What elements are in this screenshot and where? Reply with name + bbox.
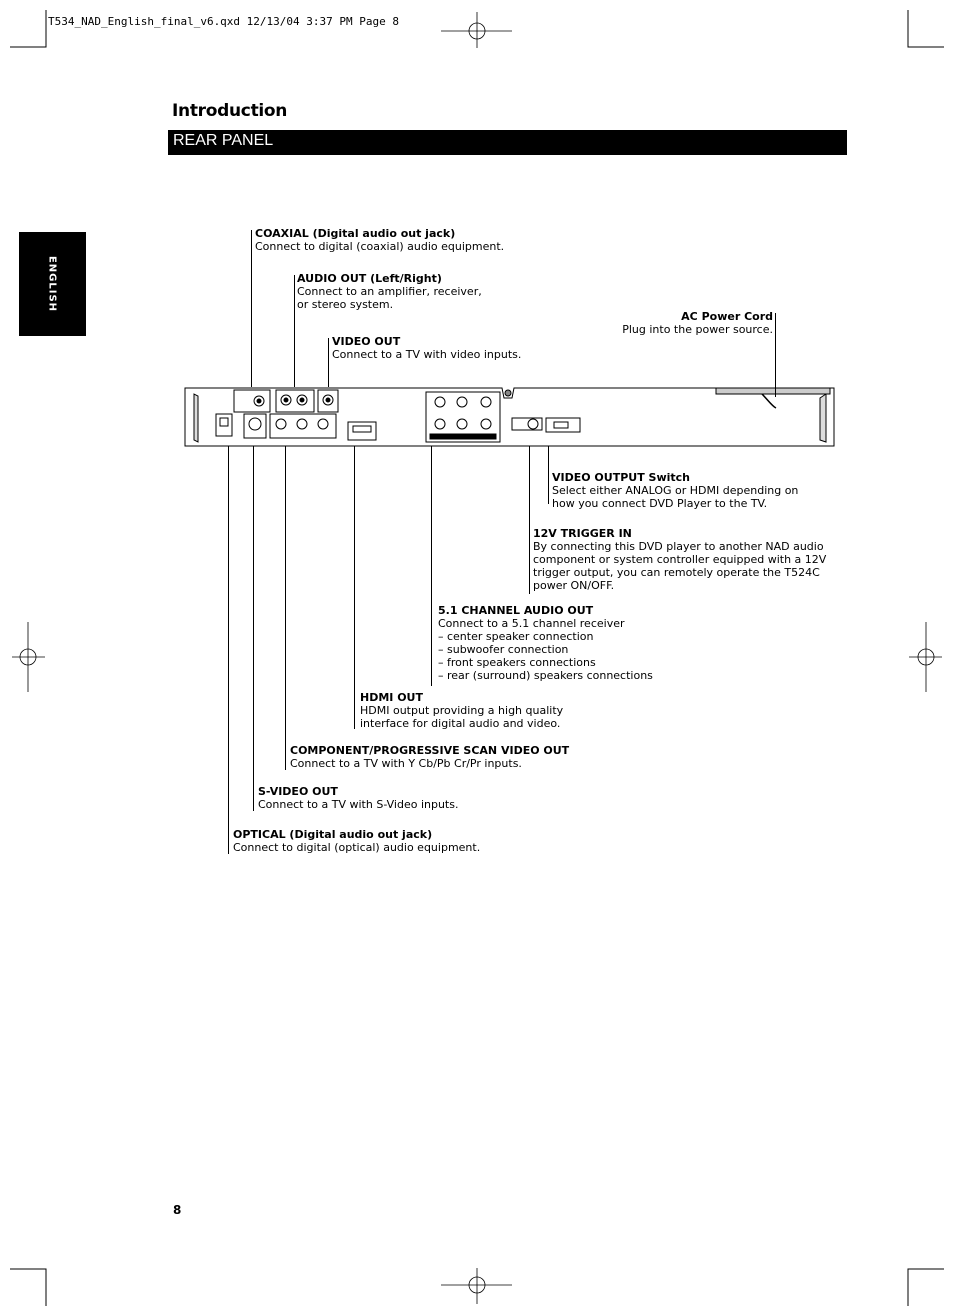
component-leader-line [285,446,286,770]
callout-ac-power [622,310,773,336]
section-title: Introduction [172,101,288,121]
callout-channel51 [438,604,653,682]
callout-trigger-text-3: trigger output, you can remotely operate the T524C [533,566,820,579]
language-tab [19,232,86,336]
coaxial-leader-line [251,230,252,387]
callout-audio-out-text-1: Connect to an amplifier, receiver, [297,285,482,298]
callout-trigger-text-2: component or system controller equipped with a 12V [533,553,827,566]
registration-mark-right [909,622,942,692]
callout-ac-power-text: Plug into the power source. [622,323,773,336]
callout-optical-text: Connect to digital (optical) audio equipment. [233,841,481,854]
language-tab-label: ENGLISH [46,255,58,313]
callout-video-out [332,335,521,361]
callout-component-title: COMPONENT/PROGRESSIVE SCAN VIDEO OUT [290,744,570,757]
registration-mark-left [12,622,45,692]
callout-video-out-text: Connect to a TV with video inputs. [332,348,522,361]
callout-channel51-text-5: – rear (surround) speakers connections [438,669,653,682]
callout-channel51-text-4: – front speakers connections [438,656,596,669]
callout-coaxial-title: COAXIAL (Digital audio out jack) [255,227,456,240]
registration-mark-top [441,12,512,48]
audio-out-leader-line [294,275,295,387]
callout-svideo-text: Connect to a TV with S-Video inputs. [258,798,459,811]
callout-video-switch-text-2: how you connect DVD Player to the TV. [552,497,768,510]
callout-svideo-title: S-VIDEO OUT [258,785,338,798]
callout-video-switch [552,471,798,510]
callout-channel51-title: 5.1 CHANNEL AUDIO OUT [438,604,594,617]
rear-panel-title: REAR PANEL [173,132,274,149]
callout-svideo [258,785,458,811]
callout-audio-out-text-2: or stereo system. [297,298,394,311]
callout-video-out-title: VIDEO OUT [332,335,401,348]
callout-channel51-text-2: – center speaker connection [438,630,594,643]
page-number: 8 [173,1203,182,1217]
rear-panel-illustration [182,384,838,450]
optical-leader-line [228,446,229,854]
callout-hdmi [360,691,563,730]
callout-coaxial-text: Connect to digital (coaxial) audio equipment. [255,240,505,253]
callout-trigger-text-1: By connecting this DVD player to another NAD audio [533,540,824,553]
channel51-leader-line [431,446,432,686]
callout-channel51-text-3: – subwoofer connection [438,643,569,656]
print-slug: T534_NAD_English_final_v6.qxd 12/13/04 3:37 PM Page 8 [48,15,399,28]
callout-component-text: Connect to a TV with Y Cb/Pb Cr/Pr inputs. [290,757,522,770]
video-out-leader-line [328,338,329,387]
registration-mark-bottom [441,1268,512,1304]
callout-coaxial [255,227,504,253]
rear-panel-header [168,130,847,155]
callout-hdmi-text-1: HDMI output providing a high quality [360,704,564,717]
callout-component [290,744,569,770]
callout-trigger-title: 12V TRIGGER IN [533,527,632,540]
callout-ac-power-title: AC Power Cord [681,310,773,323]
callout-hdmi-title: HDMI OUT [360,691,423,704]
hdmi-leader-line [354,446,355,729]
video-switch-leader-line [548,446,549,504]
trigger-leader-line [529,446,530,594]
callout-trigger-text-4: power ON/OFF. [533,579,615,592]
callout-video-switch-title: VIDEO OUTPUT Switch [552,471,691,484]
callout-hdmi-text-2: interface for digital audio and video. [360,717,561,730]
callout-audio-out-title: AUDIO OUT (Left/Right) [297,272,442,285]
callout-video-switch-text-1: Select either ANALOG or HDMI depending on [552,484,799,497]
callout-optical [233,828,480,854]
ac-power-leader-line [775,313,776,397]
callout-trigger [533,527,826,592]
svideo-leader-line [253,446,254,811]
callout-optical-title: OPTICAL (Digital audio out jack) [233,828,433,841]
callout-audio-out [297,272,482,311]
callout-channel51-text-1: Connect to a 5.1 channel receiver [438,617,625,630]
